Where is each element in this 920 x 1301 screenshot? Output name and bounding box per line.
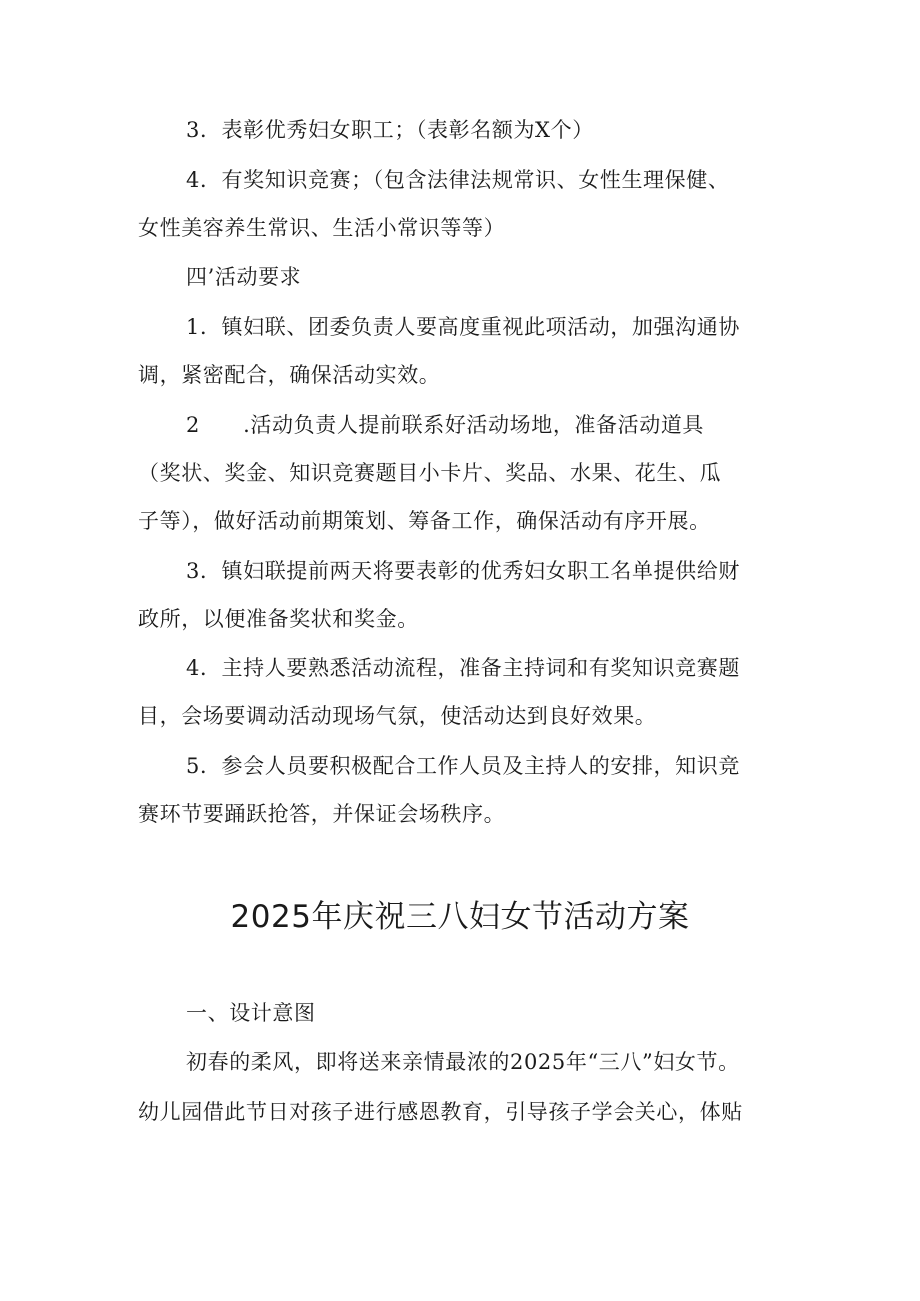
requirement-item-3: 3．镇妇联提前两天将要表彰的优秀妇女职工名单提供给财 [186, 559, 740, 583]
paragraph-intro: 初春的柔风，即将送来亲情最浓的2025年“三八”妇女节。 [186, 1050, 740, 1074]
requirement-item-5-continued: 赛环节要踊跃抢答，并保证会场秩序。 [138, 802, 506, 826]
requirement-item-1-continued: 调，紧密配合，确保活动实效。 [138, 363, 441, 387]
requirement-item-2: 2 .活动负责人提前联系好活动场地，准备活动道具 [186, 413, 705, 437]
requirement-item-1: 1．镇妇联、团委负责人要高度重视此项活动，加强沟通协 [186, 315, 740, 339]
paragraph-intro-continued: 幼儿园借此节日对孩子进行感恩教育，引导孩子学会关心，体贴 [138, 1100, 743, 1124]
requirement-item-3-continued: 政所，以便准备奖状和奖金。 [138, 607, 419, 631]
list-item-quiz-contest-continued: 女性美容养生常识、生活小常识等等） [138, 216, 506, 240]
list-item-award-women-workers: 3．表彰优秀妇女职工；（表彰名额为X个） [186, 118, 594, 142]
document-title: 2025年庆祝三八妇女节活动方案 [230, 899, 690, 935]
requirement-item-2-continued-a: （奖状、奖金、知识竞赛题目小卡片、奖品、水果、花生、瓜 [138, 461, 722, 485]
section-heading-activity-requirements: 四’活动要求 [186, 265, 302, 289]
list-item-quiz-contest: 4．有奖知识竞赛；（包含法律法规常识、女性生理保健、 [186, 168, 730, 192]
requirement-item-2-continued-b: 子等），做好活动前期策划、筹备工作，确保活动有序开展。 [138, 509, 711, 533]
requirement-item-4: 4．主持人要熟悉活动流程，准备主持词和有奖知识竞赛题 [186, 656, 740, 680]
requirement-item-4-continued: 目，会场要调动活动现场气氛，使活动达到良好效果。 [138, 704, 657, 728]
section-heading-design-intent: 一、设计意图 [186, 1001, 316, 1025]
requirement-item-5: 5．参会人员要积极配合工作人员及主持人的安排，知识竞 [186, 754, 740, 778]
